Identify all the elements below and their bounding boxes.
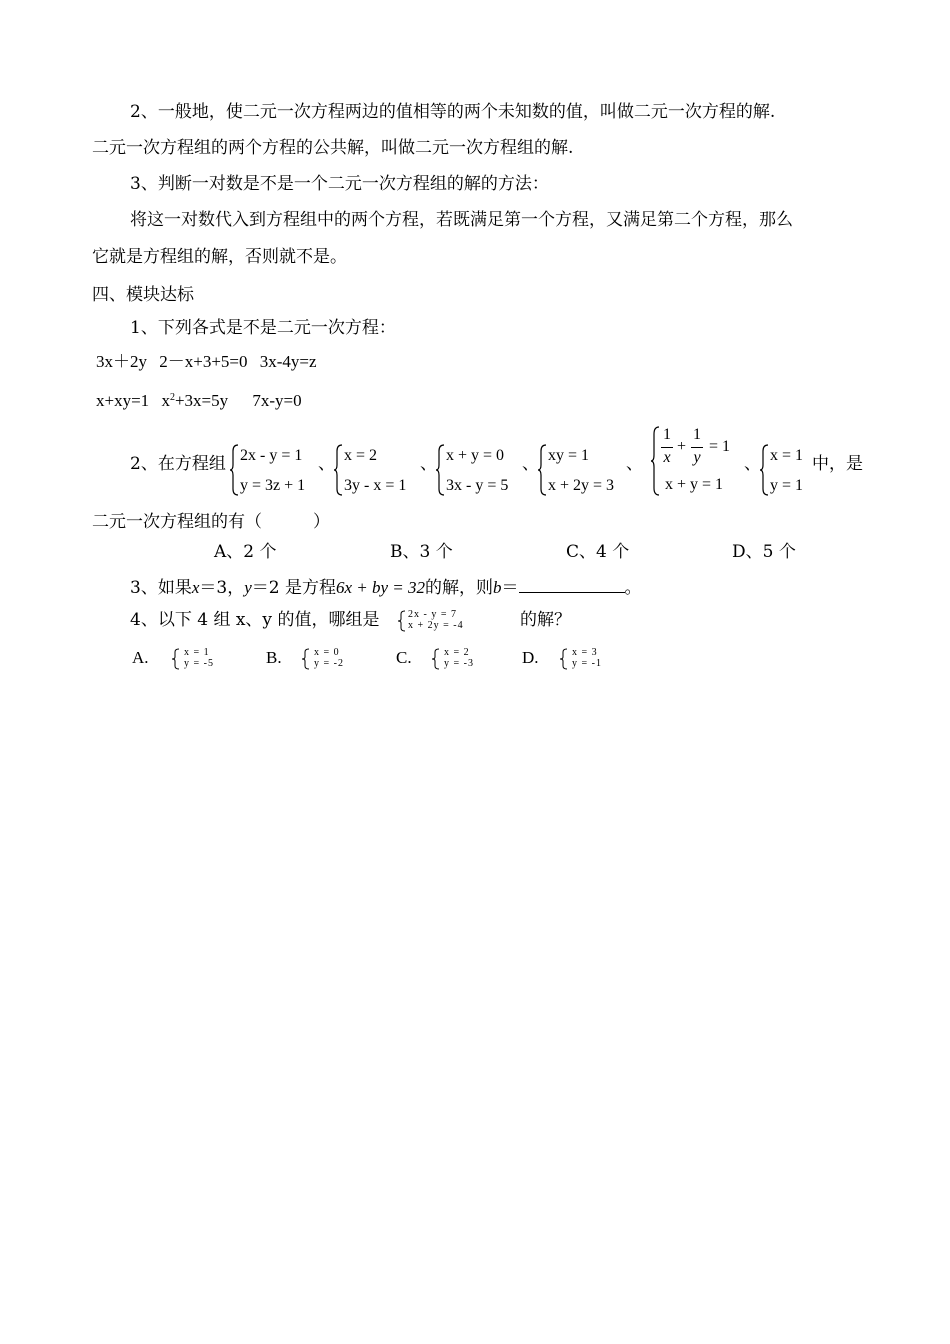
method-heading: 3、判断一对数是不是一个二元一次方程组的解的方法： <box>130 174 549 194</box>
expression-1: 3x＋2y <box>96 352 147 371</box>
question-1-row1 <box>96 350 317 374</box>
definition-system-solution: 二元一次方程组的两个方程的公共解，叫做二元一次方程组的解. <box>92 138 574 158</box>
separator: 、 <box>744 454 761 474</box>
expression-4: x+xy=1 <box>96 391 150 410</box>
question-2-line2: 二元一次方程组的有（ ） <box>92 512 330 532</box>
brace-icon <box>436 444 446 496</box>
document-page: 2、一般地，使二元一次方程两边的值相等的两个未知数的值，叫做二元一次方程的解. 二元一次方程组的两个方程的公共解，叫做二元一次方程组的解. 3、判断一对数是不是一个二元一次方程组的解的方法： 将这一对数代入到方程组中的两个方程，若既满足第一个方程，又满足第二个方程，那么 它就是方程组的解，否则就不是。 四、模块达标 1、下列各式是不是二元一次方程： 3x＋2y 2－x+3+5=0 3x-4y=z x+xy=1 $x^2+3x=5y$ 7x-y=0 2、在方程组 2x - y = 1 y = 3z + 1 、 x = 2 3y - x = 1 、 x + y = 0 3x - y = 5 、 xy = 1 x + 2y = 3 、 1 x + 1 y = 1 x + y = 1 、 x = 1 y = 1 中，是 二元一次方程组的有（ ） A、2 个 B、3 个 C、4 个 D、5 个 3、如果x＝3，y＝2 是方程6x + by = 32的解，则b＝ 。 4、以下 4 组 x、y 的值，哪组是 2x - y = 7 x + 2y = -4 的解？ A. x = 1 y = -5 B. x = 0 y = -2 C. x = 2 y = -3 D. x = 3 y = -1 <box>92 102 863 669</box>
brace-icon <box>230 444 240 496</box>
question-4-stem-b: 的解？ <box>520 610 571 630</box>
brace-icon <box>398 610 406 632</box>
brace-icon <box>651 426 661 496</box>
question-2-prefix: 2、在方程组 <box>130 454 226 474</box>
brace-icon <box>760 444 770 496</box>
option-a: A、2 个 <box>214 542 277 562</box>
question-3: 3、如果x＝3，y＝2 是方程6x + by = 32的解，则b＝ 。 <box>130 574 642 600</box>
answer-blank[interactable] <box>519 574 625 593</box>
separator: 、 <box>522 454 539 474</box>
question-1-stem: 1、下列各式是不是二元一次方程： <box>130 318 396 338</box>
q4-option-b-label: B. <box>266 648 282 667</box>
brace-icon <box>560 648 568 670</box>
expression-6: 7x-y=0 <box>252 391 302 410</box>
option-d: D、5 个 <box>732 542 796 562</box>
question-1-row2 <box>96 386 302 413</box>
brace-icon <box>432 648 440 670</box>
separator: 、 <box>318 454 335 474</box>
q4-option-c-label: C. <box>396 648 412 667</box>
option-c: C、4 个 <box>566 542 630 562</box>
q4-option-d-label: D. <box>522 648 539 667</box>
option-b: B、3 个 <box>390 542 453 562</box>
brace-icon <box>172 648 180 670</box>
brace-icon <box>334 444 344 496</box>
section-title: 四、模块达标 <box>92 285 194 305</box>
question-4-stem-a: 4、以下 4 组 x、y 的值，哪组是 <box>130 610 380 630</box>
question-2-suffix: 中，是 <box>812 454 863 474</box>
equation: 6x + by = 32 <box>335 578 426 597</box>
separator: 、 <box>420 454 437 474</box>
definition-equation-solution: 2、一般地，使二元一次方程两边的值相等的两个未知数的值，叫做二元一次方程的解. <box>130 102 776 122</box>
expression-2: 2－x+3+5=0 <box>159 352 248 371</box>
expression-3: 3x-4y=z <box>259 352 317 371</box>
brace-icon <box>538 444 548 496</box>
method-text-line1: 将这一对数代入到方程组中的两个方程，若既满足第一个方程，又满足第二个方程，那么 <box>130 210 793 230</box>
method-text-line2: 它就是方程组的解，否则就不是。 <box>92 247 347 267</box>
brace-icon <box>302 648 310 670</box>
q4-option-a-label: A. <box>132 648 149 667</box>
expression-5: $x^2+3x=5y$ <box>161 391 229 410</box>
separator: 、 <box>626 454 643 474</box>
